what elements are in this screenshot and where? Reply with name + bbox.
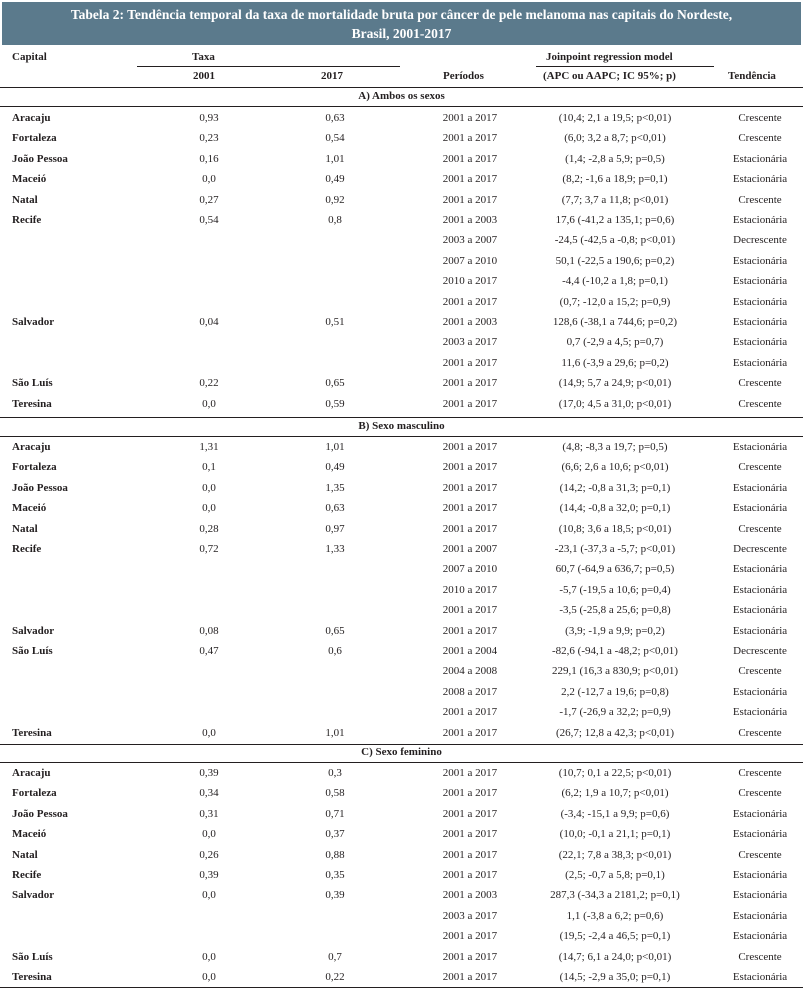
cell-tendencia: Estacionária [732, 971, 788, 983]
cell-taxa-2017: 0,58 [325, 787, 345, 800]
cell-capital: Salvador [12, 316, 55, 328]
cell-joinpoint: (2,5; -0,7 a 5,8; p=0,1) [565, 869, 665, 881]
cell-taxa-2017: 0,6 [328, 645, 342, 657]
cell-joinpoint: (-3,4; -15,1 a 9,9; p=0,6) [560, 807, 670, 820]
cell-tendencia: Estacionária [732, 563, 788, 576]
cell-tendencia: Estacionária [732, 152, 788, 165]
table-row [0, 621, 803, 641]
cell-periodo: 2007 a 2010 [442, 254, 498, 267]
section-label-rule [0, 106, 803, 107]
cell-tendencia: Decrescente [733, 234, 787, 247]
cell-periodo: 2001 a 2017 [442, 112, 498, 124]
cell-periodo: 2001 a 2017 [442, 706, 498, 719]
cell-taxa-2017: 0,37 [325, 828, 345, 841]
cell-taxa-2017: 1,01 [325, 441, 345, 453]
cell-joinpoint: (4,8; -8,3 a 19,7; p=0,5) [562, 441, 668, 453]
cell-taxa-2001: 0,04 [199, 316, 219, 328]
cell-tendencia: Estacionária [732, 889, 788, 902]
cell-taxa-2001: 0,0 [202, 950, 216, 963]
cell-periodo: 2008 a 2017 [442, 685, 498, 698]
table-row [0, 865, 803, 885]
table-title-line-1: Tabela 2: Tendência temporal da taxa de mortalidade bruta por câncer de pele melanoma nas capitais do Nordeste, [70, 7, 733, 22]
cell-tendencia: Estacionária [732, 604, 788, 617]
cell-tendencia: Estacionária [732, 336, 788, 349]
cell-joinpoint: (6,2; 1,9 a 10,7; p<0,01) [561, 787, 669, 800]
table-row [0, 967, 803, 987]
cell-capital: Fortaleza [12, 787, 57, 800]
cell-periodo: 2001 a 2017 [442, 377, 498, 390]
cell-tendencia: Crescente [738, 112, 782, 124]
cell-taxa-2017: 0,92 [325, 193, 345, 206]
cell-periodo: 2003 a 2007 [442, 234, 498, 247]
cell-capital: João Pessoa [12, 481, 68, 494]
cell-taxa-2001: 0,0 [202, 828, 216, 841]
cell-tendencia: Crescente [738, 767, 782, 779]
cell-capital: Maceió [12, 502, 47, 515]
table-row [0, 539, 803, 559]
table-row [0, 519, 803, 539]
cell-joinpoint: (26,7; 12,8 a 42,3; p<0,01) [555, 726, 675, 739]
cell-taxa-2017: 0,59 [325, 397, 345, 410]
cell-capital: Teresina [12, 726, 52, 739]
cell-joinpoint: 2,2 (-12,7 a 19,6; p=0,8) [561, 685, 669, 698]
cell-periodo: 2001 a 2017 [442, 522, 498, 535]
cell-joinpoint: (3,9; -1,9 a 9,9; p=0,2) [565, 624, 665, 637]
cell-taxa-2001: 0,0 [202, 502, 216, 515]
section-divider [0, 87, 803, 88]
table-row [0, 559, 803, 579]
cell-taxa-2001: 0,39 [199, 767, 219, 779]
cell-capital: São Luís [12, 950, 53, 963]
cell-joinpoint: 50,1 (-22,5 a 190,6; p=0,2) [555, 254, 675, 267]
table-row [0, 641, 803, 661]
cell-taxa-2017: 0,54 [325, 132, 345, 145]
cell-tendencia: Crescente [738, 787, 782, 800]
table-bottom-rule [0, 987, 803, 988]
table-row [0, 312, 803, 332]
table-row [0, 926, 803, 946]
table-row [0, 498, 803, 518]
section-divider [0, 417, 803, 418]
table-row [0, 271, 803, 291]
cell-periodo: 2001 a 2017 [442, 950, 498, 963]
cell-capital: Recife [12, 543, 42, 555]
cell-joinpoint: (14,9; 5,7 a 24,9; p<0,01) [558, 377, 672, 390]
header-taxa: Taxa [192, 51, 215, 63]
cell-periodo: 2003 a 2017 [442, 909, 498, 922]
table-row [0, 478, 803, 498]
cell-tendencia: Estacionária [732, 356, 788, 369]
cell-periodo: 2001 a 2017 [442, 461, 498, 474]
cell-joinpoint: -23,1 (-37,3 a -5,7; p<0,01) [554, 543, 676, 555]
cell-joinpoint: 60,7 (-64,9 a 636,7; p=0,5) [555, 563, 675, 576]
cell-periodo: 2001 a 2017 [442, 971, 498, 983]
cell-joinpoint: (0,7; -12,0 a 15,2; p=0,9) [559, 295, 671, 308]
cell-periodo: 2001 a 2017 [442, 828, 498, 841]
cell-periodo: 2001 a 2017 [442, 356, 498, 369]
cell-taxa-2001: 0,0 [202, 889, 216, 902]
cell-periodo: 2001 a 2017 [442, 930, 498, 943]
table-row [0, 824, 803, 844]
cell-tendencia: Estacionária [732, 909, 788, 922]
cell-periodo: 2001 a 2017 [442, 624, 498, 637]
cell-periodo: 2010 a 2017 [442, 275, 498, 288]
cell-capital: Aracaju [12, 112, 51, 124]
section-label: C) Sexo feminino [361, 746, 442, 758]
cell-capital: Teresina [12, 971, 52, 983]
table-row [0, 702, 803, 722]
cell-capital: Fortaleza [12, 461, 57, 474]
table-row [0, 332, 803, 352]
cell-taxa-2001: 0,28 [199, 522, 219, 535]
cell-taxa-2001: 1,31 [199, 441, 219, 453]
cell-tendencia: Estacionária [732, 624, 788, 637]
cell-taxa-2017: 1,35 [325, 481, 345, 494]
header-apc: (APC ou AAPC; IC 95%; p) [543, 70, 676, 82]
cell-joinpoint: 17,6 (-41,2 a 135,1; p=0,6) [555, 214, 675, 226]
cell-tendencia: Estacionária [732, 214, 788, 226]
cell-taxa-2017: 0,97 [325, 522, 345, 535]
cell-capital: Teresina [12, 397, 52, 410]
table-title-line-2: Brasil, 2001-2017 [351, 26, 452, 41]
header-year-2001: 2001 [193, 70, 215, 82]
cell-taxa-2001: 0,08 [199, 624, 219, 637]
cell-capital: João Pessoa [12, 807, 68, 820]
header-joinpoint: Joinpoint regression model [546, 51, 673, 63]
cell-joinpoint: 287,3 (-34,3 a 2181,2; p=0,1) [550, 889, 680, 902]
cell-taxa-2017: 0,65 [325, 377, 345, 390]
cell-joinpoint: 11,6 (-3,9 a 29,6; p=0,2) [561, 356, 669, 369]
table-row [0, 149, 803, 169]
cell-taxa-2001: 0,54 [199, 214, 219, 226]
cell-tendencia: Estacionária [732, 583, 788, 596]
cell-joinpoint: 1,1 (-3,8 a 6,2; p=0,6) [566, 909, 664, 922]
table-row [0, 210, 803, 230]
cell-joinpoint: 229,1 (16,3 a 830,9; p<0,01) [552, 665, 678, 678]
cell-periodo: 2001 a 2017 [442, 807, 498, 820]
cell-capital: Recife [12, 869, 42, 881]
header-rule-taxa [137, 66, 400, 67]
table-row [0, 292, 803, 312]
cell-taxa-2017: 0,22 [325, 971, 345, 983]
cell-periodo: 2001 a 2017 [442, 173, 498, 186]
table-row [0, 906, 803, 926]
cell-taxa-2017: 0,8 [328, 214, 342, 226]
cell-capital: Maceió [12, 828, 47, 841]
cell-joinpoint: (14,2; -0,8 a 31,3; p=0,1) [559, 481, 671, 494]
cell-periodo: 2003 a 2017 [442, 336, 498, 349]
cell-joinpoint: -82,6 (-94,1 a -48,2; p<0,01) [552, 645, 678, 657]
cell-taxa-2001: 0,34 [199, 787, 219, 800]
cell-joinpoint: (10,7; 0,1 a 22,5; p<0,01) [558, 767, 672, 779]
cell-capital: Natal [12, 848, 38, 861]
table-row [0, 230, 803, 250]
cell-joinpoint: (6,0; 3,2 a 8,7; p<0,01) [564, 132, 666, 145]
header-tendencia: Tendência [728, 70, 776, 82]
cell-taxa-2001: 0,0 [202, 971, 216, 983]
cell-taxa-2001: 0,23 [199, 132, 219, 145]
table-row [0, 600, 803, 620]
table-row [0, 804, 803, 824]
cell-tendencia: Crescente [738, 848, 782, 861]
cell-joinpoint: -4,4 (-10,2 a 1,8; p=0,1) [562, 275, 668, 288]
cell-taxa-2017: 1,33 [325, 543, 345, 555]
cell-joinpoint: (19,5; -2,4 a 46,5; p=0,1) [559, 930, 671, 943]
cell-periodo: 2001 a 2003 [442, 316, 498, 328]
cell-tendencia: Crescente [738, 193, 782, 206]
cell-taxa-2001: 0,31 [199, 807, 219, 820]
header-year-2017: 2017 [321, 70, 343, 82]
cell-periodo: 2001 a 2017 [442, 295, 498, 308]
cell-taxa-2001: 0,93 [199, 112, 219, 124]
cell-taxa-2017: 0,63 [325, 502, 345, 515]
cell-taxa-2017: 0,49 [325, 173, 345, 186]
header-rule-joinpoint [536, 66, 714, 67]
cell-taxa-2001: 0,47 [199, 645, 219, 657]
cell-capital: São Luís [12, 645, 53, 657]
cell-joinpoint: (6,6; 2,6 a 10,6; p<0,01) [561, 461, 669, 474]
cell-capital: Natal [12, 522, 38, 535]
cell-capital: Maceió [12, 173, 47, 186]
table-row [0, 580, 803, 600]
cell-periodo: 2001 a 2017 [442, 152, 498, 165]
cell-taxa-2017: 0,35 [325, 869, 345, 881]
table-row [0, 251, 803, 271]
cell-tendencia: Estacionária [732, 295, 788, 308]
cell-periodo: 2004 a 2008 [442, 665, 498, 678]
cell-tendencia: Estacionária [732, 275, 788, 288]
cell-periodo: 2007 a 2010 [442, 563, 498, 576]
table-row [0, 845, 803, 865]
cell-periodo: 2001 a 2017 [442, 604, 498, 617]
cell-joinpoint: (10,8; 3,6 a 18,5; p<0,01) [558, 522, 672, 535]
cell-tendencia: Estacionária [732, 481, 788, 494]
cell-tendencia: Estacionária [732, 930, 788, 943]
cell-capital: Fortaleza [12, 132, 57, 145]
cell-periodo: 2001 a 2017 [442, 481, 498, 494]
cell-joinpoint: (17,0; 4,5 a 31,0; p<0,01) [558, 397, 672, 410]
cell-taxa-2017: 0,88 [325, 848, 345, 861]
cell-joinpoint: (10,4; 2,1 a 19,5; p<0,01) [558, 112, 672, 124]
cell-tendencia: Estacionária [732, 254, 788, 267]
table-row [0, 947, 803, 967]
cell-periodo: 2001 a 2007 [442, 543, 498, 555]
cell-tendencia: Estacionária [732, 807, 788, 820]
cell-tendencia: Crescente [738, 726, 782, 739]
table-row [0, 457, 803, 477]
cell-taxa-2017: 0,71 [325, 807, 345, 820]
table-row [0, 661, 803, 681]
cell-taxa-2017: 1,01 [325, 152, 345, 165]
cell-periodo: 2001 a 2017 [442, 848, 498, 861]
cell-joinpoint: (8,2; -1,6 a 18,9; p=0,1) [562, 173, 668, 186]
cell-taxa-2001: 0,39 [199, 869, 219, 881]
cell-capital: Aracaju [12, 767, 51, 779]
cell-capital: Natal [12, 193, 38, 206]
section-divider [0, 744, 803, 745]
cell-taxa-2001: 0,1 [202, 461, 216, 474]
cell-joinpoint: (7,7; 3,7 a 11,8; p<0,01) [561, 193, 669, 206]
table-row [0, 723, 803, 743]
cell-periodo: 2010 a 2017 [442, 583, 498, 596]
table-row [0, 353, 803, 373]
cell-capital: Salvador [12, 889, 55, 902]
cell-joinpoint: (14,4; -0,8 a 32,0; p=0,1) [559, 502, 671, 515]
cell-tendencia: Estacionária [732, 828, 788, 841]
cell-tendencia: Crescente [738, 132, 782, 145]
cell-taxa-2017: 0,63 [325, 112, 345, 124]
cell-tendencia: Estacionária [732, 685, 788, 698]
cell-periodo: 2001 a 2017 [442, 193, 498, 206]
cell-taxa-2017: 0,7 [328, 950, 342, 963]
cell-periodo: 2001 a 2017 [442, 502, 498, 515]
cell-tendencia: Crescente [738, 397, 782, 410]
cell-tendencia: Estacionária [732, 441, 788, 453]
cell-periodo: 2001 a 2017 [442, 441, 498, 453]
table-row [0, 763, 803, 783]
cell-joinpoint: -5,7 (-19,5 a 10,6; p=0,4) [559, 583, 671, 596]
cell-tendencia: Crescente [738, 461, 782, 474]
cell-taxa-2001: 0,0 [202, 481, 216, 494]
cell-tendencia: Estacionária [732, 869, 788, 881]
table-row [0, 169, 803, 189]
cell-taxa-2017: 0,65 [325, 624, 345, 637]
table-row [0, 190, 803, 210]
cell-taxa-2001: 0,0 [202, 726, 216, 739]
cell-joinpoint: -1,7 (-26,9 a 32,2; p=0,9) [559, 706, 671, 719]
cell-periodo: 2001 a 2017 [442, 787, 498, 800]
cell-periodo: 2001 a 2017 [442, 397, 498, 410]
cell-tendencia: Crescente [738, 950, 782, 963]
cell-taxa-2001: 0,0 [202, 173, 216, 186]
cell-periodo: 2001 a 2004 [442, 645, 498, 657]
cell-periodo: 2001 a 2017 [442, 726, 498, 739]
cell-taxa-2001: 0,0 [202, 397, 216, 410]
cell-taxa-2017: 1,01 [325, 726, 345, 739]
cell-capital: Salvador [12, 624, 55, 637]
section-label: A) Ambos os sexos [358, 90, 445, 102]
cell-joinpoint: (14,7; 6,1 a 24,0; p<0,01) [558, 950, 672, 963]
cell-taxa-2001: 0,72 [199, 543, 219, 555]
table-row [0, 108, 803, 128]
table-row [0, 783, 803, 803]
header-periodos: Períodos [443, 70, 484, 82]
cell-tendencia: Estacionária [732, 706, 788, 719]
cell-tendencia: Crescente [738, 522, 782, 535]
cell-tendencia: Estacionária [732, 173, 788, 186]
table-row [0, 373, 803, 393]
cell-tendencia: Crescente [738, 665, 782, 678]
cell-joinpoint: (10,0; -0,1 a 21,1; p=0,1) [559, 828, 671, 841]
cell-joinpoint: -3,5 (-25,8 a 25,6; p=0,8) [559, 604, 671, 617]
cell-joinpoint: 128,6 (-38,1 a 744,6; p=0,2) [552, 316, 678, 328]
cell-taxa-2017: 0,51 [325, 316, 345, 328]
table-row [0, 437, 803, 457]
cell-joinpoint: -24,5 (-42,5 a -0,8; p<0,01) [554, 234, 676, 247]
cell-taxa-2017: 0,39 [325, 889, 345, 902]
table-row [0, 682, 803, 702]
section-label: B) Sexo masculino [358, 420, 445, 432]
cell-taxa-2001: 0,26 [199, 848, 219, 861]
cell-taxa-2017: 0,49 [325, 461, 345, 474]
cell-capital: Aracaju [12, 441, 51, 453]
cell-periodo: 2001 a 2017 [442, 767, 498, 779]
cell-periodo: 2001 a 2003 [442, 889, 498, 902]
cell-periodo: 2001 a 2017 [442, 869, 498, 881]
cell-capital: São Luís [12, 377, 53, 390]
cell-taxa-2017: 0,3 [328, 767, 342, 779]
cell-capital: João Pessoa [12, 152, 68, 165]
cell-tendencia: Decrescente [733, 645, 787, 657]
cell-tendencia: Decrescente [733, 543, 787, 555]
table-row [0, 128, 803, 148]
cell-capital: Recife [12, 214, 42, 226]
table-title [2, 2, 801, 45]
cell-joinpoint: (14,5; -2,9 a 35,0; p=0,1) [559, 971, 671, 983]
cell-tendencia: Crescente [738, 377, 782, 390]
cell-periodo: 2001 a 2017 [442, 132, 498, 145]
cell-tendencia: Estacionária [732, 502, 788, 515]
cell-joinpoint: (22,1; 7,8 a 38,3; p<0,01) [558, 848, 672, 861]
cell-joinpoint: 0,7 (-2,9 a 4,5; p=0,7) [566, 336, 664, 349]
cell-taxa-2001: 0,16 [199, 152, 219, 165]
cell-joinpoint: (1,4; -2,8 a 5,9; p=0,5) [565, 152, 665, 165]
cell-taxa-2001: 0,22 [199, 377, 219, 390]
table-row [0, 394, 803, 414]
table-row [0, 885, 803, 905]
cell-periodo: 2001 a 2003 [442, 214, 498, 226]
cell-tendencia: Estacionária [732, 316, 788, 328]
cell-taxa-2001: 0,27 [199, 193, 219, 206]
header-capital: Capital [12, 51, 47, 63]
